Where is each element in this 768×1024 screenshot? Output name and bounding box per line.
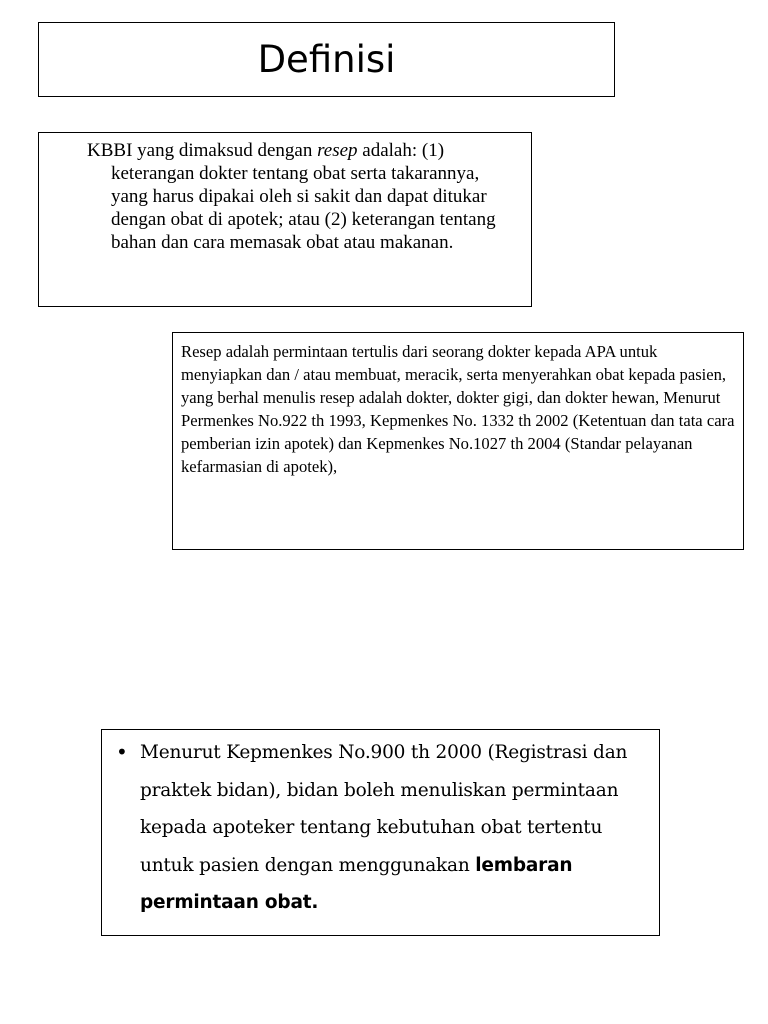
kbbi-term: resep xyxy=(317,140,358,161)
kbbi-prefix: KBBI yang dimaksud dengan xyxy=(87,140,318,161)
bullet-text xyxy=(140,734,645,922)
kepmenkes-box xyxy=(101,729,660,936)
resep-definition-text: Resep adalah permintaan tertulis dari seorang dokter kepada APA untuk menyiapkan dan / atau membuat, meracik, serta menyerahkan obat kepada pasien, yang berhal menulis resep adalah dokter, dokter gigi, dan dokter hewan, Menurut Permenkes No.922 th 1993, Kepmenkes No. 1332 th 2002 (Ketentuan dan tata cara pemberian izin apotek) dan Kepmenkes No.1027 th 2004 (Standar pelayanan kefarmasian di apotek), xyxy=(181,342,735,476)
kepmenkes-bold-text: lembaran permintaan obat. xyxy=(140,854,573,913)
page-title: Definisi xyxy=(257,38,396,81)
bullet-icon: • xyxy=(116,740,128,764)
kbbi-definition-text xyxy=(87,139,519,254)
kbbi-rest: adalah: (1) keterangan dokter tentang obat serta takarannya, yang harus dipakai oleh si sakit dan dapat ditukar dengan obat di apotek; atau (2) keterangan tentang bahan dan cara memasak obat atau makanan. xyxy=(111,140,496,253)
kbbi-definition-box xyxy=(38,132,532,307)
kepmenkes-text: Menurut Kepmenkes No.900 th 2000 (Registrasi dan praktek bidan), bidan boleh menuliskan permintaan kepada apoteker tentang kebutuhan obat tertentu untuk pasien dengan menggunakan xyxy=(140,742,628,876)
title-box xyxy=(38,22,615,97)
bullet-item xyxy=(116,734,645,922)
resep-definition-box xyxy=(172,332,744,550)
